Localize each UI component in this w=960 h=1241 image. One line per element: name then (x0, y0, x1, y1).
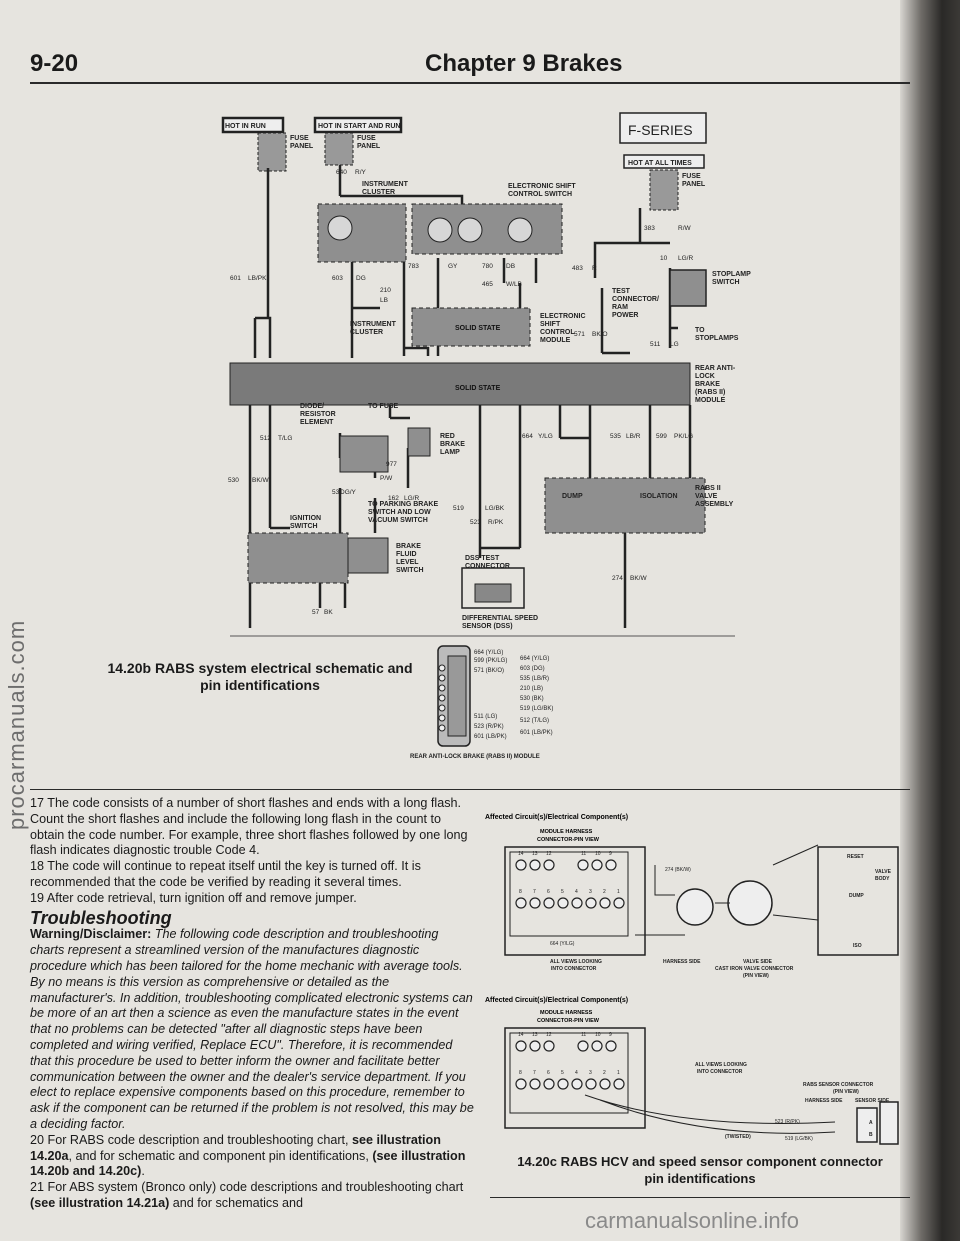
svg-text:523 (R/PK): 523 (R/PK) (474, 724, 504, 730)
figure-caption-14-20c: 14.20c RABS HCV and speed sensor component connector pin identifications (517, 1154, 883, 1186)
svg-text:ISOLATION: ISOLATION (640, 493, 678, 500)
svg-text:10: 10 (595, 851, 601, 857)
svg-text:ASSEMBLY: ASSEMBLY (695, 501, 734, 508)
svg-text:INTO CONNECTOR: INTO CONNECTOR (697, 1069, 743, 1075)
svg-text:511: 511 (650, 341, 661, 348)
svg-text:530: 530 (228, 477, 239, 484)
chapter-title: Chapter 9 Brakes (425, 50, 623, 77)
svg-text:10: 10 (660, 255, 668, 262)
svg-text:3: 3 (589, 889, 592, 895)
svg-text:601 (LB/PK): 601 (LB/PK) (474, 734, 507, 740)
svg-text:DG: DG (356, 275, 366, 282)
svg-text:INSTRUMENT: INSTRUMENT (350, 321, 396, 328)
svg-text:599: 599 (656, 433, 667, 440)
svg-text:274: 274 (612, 575, 623, 582)
svg-text:519: 519 (453, 505, 464, 512)
svg-text:SWITCH: SWITCH (712, 279, 740, 286)
svg-text:F-SERIES: F-SERIES (628, 122, 693, 138)
svg-text:SENSOR SIDE: SENSOR SIDE (855, 1098, 890, 1104)
svg-text:RAM: RAM (612, 304, 628, 311)
svg-text:TO: TO (695, 327, 705, 334)
svg-text:BK/W: BK/W (630, 575, 647, 582)
paragraph-20: 20 For RABS code description and troubleshooting chart, see illustration 14.20a, and for schematic and component pin identifications, (see illustration 14.20b and 14.20c). (30, 1132, 466, 1179)
svg-text:LEVEL: LEVEL (396, 559, 419, 566)
svg-text:1: 1 (617, 1070, 620, 1076)
footer-watermark: carmanualsonline.info (585, 1208, 800, 1233)
svg-text:PANEL: PANEL (682, 181, 706, 188)
svg-text:ELECTRONIC: ELECTRONIC (540, 313, 586, 320)
svg-text:DUMP: DUMP (562, 493, 583, 500)
svg-text:SWITCH: SWITCH (396, 567, 424, 574)
speed-sensor-connector-diagram (485, 990, 900, 1145)
body-text-column (30, 796, 474, 1212)
svg-text:CLUSTER: CLUSTER (350, 329, 384, 336)
svg-text:R/Y: R/Y (355, 169, 366, 176)
svg-text:CONTROL: CONTROL (540, 329, 575, 336)
svg-text:664: 664 (522, 433, 533, 440)
svg-text:IGNITION: IGNITION (290, 515, 322, 522)
warning-paragraph: Warning/Disclaimer: The following code description and troubleshooting charts represent a streamlined version of the manufactures diagnostic procedure which has been tailored for the home mechanic with average tools. By no means is this version as comprehensive or detailed as the manufacturer's. In addition, troubleshooting complicated electronic systems can be more of an art then a science as even the manufacture states in the event that no problems can be detected "after all diagnostic steps have been completed and wiring verified, Replace ECU". Therefore, it is recommended that this procedure be used to better inform the owner and facilitate better communication between the owner and the dealer's service department. If you elect to replace expensive components based on this procedure, remember to ask if the component can be returned if the problem is not resolved, this may be a deciding factor. (30, 927, 474, 1131)
svg-text:FUSE: FUSE (290, 135, 309, 142)
paragraph-17: 17 The code consists of a number of short flashes and ends with a long flash. Count the short flashes and include the following long flash in the count to obtain the code number. For example, three short flashes followed by one long flash indicates diagnostic trouble Code 4. (30, 796, 468, 858)
svg-text:ALL VIEWS LOOKING: ALL VIEWS LOOKING (550, 959, 602, 965)
svg-text:RABS II: RABS II (695, 485, 721, 492)
svg-text:DIFFERENTIAL SPEED: DIFFERENTIAL SPEED (462, 615, 539, 622)
svg-text:13: 13 (532, 851, 538, 857)
svg-text:B: B (869, 1132, 873, 1138)
svg-text:GY: GY (448, 263, 458, 270)
svg-text:571: 571 (574, 331, 585, 338)
paragraph-18: 18 The code will continue to repeat itself until the key is turned off. It is recommended that the code be verified by reading it several times. (30, 859, 421, 889)
svg-text:REAR ANTI-LOCK BRAKE (RABS II): REAR ANTI-LOCK BRAKE (RABS II) MODULE (410, 754, 540, 760)
footer-rule (490, 1197, 910, 1198)
svg-text:SWITCH: SWITCH (290, 523, 318, 530)
svg-text:3: 3 (589, 1070, 592, 1076)
svg-text:P/W: P/W (380, 475, 393, 482)
svg-text:483: 483 (572, 265, 583, 272)
svg-text:TO FUSE: TO FUSE (368, 403, 399, 410)
svg-text:VACUUM SWITCH: VACUUM SWITCH (368, 517, 428, 524)
svg-text:TEST: TEST (612, 288, 630, 295)
svg-text:LG: LG (670, 341, 679, 348)
svg-text:INSTRUMENT: INSTRUMENT (362, 181, 408, 188)
svg-text:519 (LG/BK): 519 (LG/BK) (785, 1136, 813, 1142)
svg-text:HARNESS SIDE: HARNESS SIDE (805, 1098, 843, 1104)
svg-text:2: 2 (603, 1070, 606, 1076)
rabs-module-connector-diagram (410, 638, 610, 763)
svg-text:SWITCH AND LOW: SWITCH AND LOW (368, 509, 431, 516)
svg-text:(RABS II): (RABS II) (695, 389, 726, 396)
svg-text:664 (Y/LG): 664 (Y/LG) (520, 656, 550, 662)
svg-text:CAST IRON VALVE CONNECTOR: CAST IRON VALVE CONNECTOR (715, 966, 794, 972)
svg-text:BK/O: BK/O (592, 331, 608, 338)
svg-text:SENSOR (DSS): SENSOR (DSS) (462, 623, 513, 630)
svg-text:LAMP: LAMP (440, 449, 460, 456)
svg-text:SOLID STATE: SOLID STATE (455, 385, 501, 392)
svg-text:9: 9 (609, 1032, 612, 1038)
svg-text:210 (LB): 210 (LB) (520, 686, 544, 692)
svg-text:383: 383 (644, 225, 655, 232)
svg-text:783: 783 (408, 263, 419, 270)
page-binding-shadow (900, 0, 960, 1241)
svg-text:Affected Circuit(s)/Electrical: Affected Circuit(s)/Electrical Component(s) (485, 997, 629, 1004)
page-number: 9-20 (30, 50, 79, 77)
svg-text:Y/LG: Y/LG (538, 433, 553, 440)
svg-text:MODULE: MODULE (540, 337, 571, 344)
svg-text:664 (Y/LG): 664 (Y/LG) (474, 650, 504, 656)
svg-text:LOCK: LOCK (695, 373, 715, 380)
svg-text:LG/R: LG/R (678, 255, 694, 262)
svg-text:523 (R/PK): 523 (R/PK) (775, 1119, 800, 1125)
svg-text:512 (T/LG): 512 (T/LG) (520, 718, 550, 724)
svg-text:REAR ANTI-: REAR ANTI- (695, 365, 736, 372)
svg-text:HARNESS SIDE: HARNESS SIDE (663, 959, 701, 965)
svg-text:(PIN VIEW): (PIN VIEW) (833, 1089, 859, 1095)
svg-text:BODY: BODY (875, 876, 890, 882)
svg-text:210: 210 (380, 287, 391, 294)
svg-text:6: 6 (547, 1070, 550, 1076)
side-watermark: procarmanuals.com (4, 619, 29, 830)
svg-text:5: 5 (561, 1070, 564, 1076)
svg-text:603: 603 (332, 275, 343, 282)
svg-text:DG/Y: DG/Y (340, 489, 356, 496)
svg-text:LB: LB (380, 297, 388, 304)
svg-text:519 (LG/BK): 519 (LG/BK) (520, 706, 554, 712)
svg-text:FUSE: FUSE (357, 135, 376, 142)
svg-text:FUSE: FUSE (682, 173, 701, 180)
svg-text:DIODE/: DIODE/ (300, 403, 325, 410)
svg-text:6: 6 (547, 889, 550, 895)
section-rule (30, 789, 910, 790)
svg-text:4: 4 (575, 1070, 578, 1076)
svg-text:ALL VIEWS LOOKING: ALL VIEWS LOOKING (695, 1062, 747, 1068)
svg-text:CONTROL SWITCH: CONTROL SWITCH (508, 191, 573, 198)
svg-text:R/PK: R/PK (488, 519, 504, 526)
svg-text:CLUSTER: CLUSTER (362, 189, 396, 196)
svg-text:DB: DB (506, 263, 516, 270)
svg-text:HOT IN RUN: HOT IN RUN (225, 123, 266, 130)
svg-text:511 (LG): 511 (LG) (474, 714, 498, 720)
svg-text:(TWISTED): (TWISTED) (725, 1134, 751, 1140)
svg-text:VALVE SIDE: VALVE SIDE (743, 959, 772, 965)
svg-text:4: 4 (575, 889, 578, 895)
svg-text:Affected Circuit(s)/Electrical: Affected Circuit(s)/Electrical Component(s) (485, 814, 629, 821)
svg-text:1: 1 (617, 889, 620, 895)
svg-text:STOPLAMP: STOPLAMP (712, 271, 751, 278)
svg-text:R/W: R/W (678, 225, 691, 232)
svg-text:CONNECTOR/: CONNECTOR/ (612, 296, 659, 303)
svg-text:TO PARKING BRAKE: TO PARKING BRAKE (368, 501, 439, 508)
svg-text:POWER: POWER (612, 312, 639, 319)
paragraph-19: 19 After code retrieval, turn ignition off and remove jumper. (30, 890, 357, 905)
svg-text:7: 7 (533, 1070, 536, 1076)
svg-text:512: 512 (260, 435, 271, 442)
svg-text:MODULE HARNESS: MODULE HARNESS (540, 1010, 593, 1016)
svg-text:8: 8 (519, 889, 522, 895)
svg-text:9: 9 (609, 851, 612, 857)
svg-text:7: 7 (533, 889, 536, 895)
svg-text:780: 780 (482, 263, 493, 270)
svg-text:601 (LB/PK): 601 (LB/PK) (520, 730, 553, 736)
svg-text:LG/BK: LG/BK (485, 505, 505, 512)
svg-text:2: 2 (603, 889, 606, 895)
svg-text:STOPLAMPS: STOPLAMPS (695, 335, 739, 342)
svg-text:DSS TEST: DSS TEST (465, 555, 500, 562)
svg-text:VALVE: VALVE (875, 869, 891, 875)
svg-text:CONNECTOR-PIN VIEW: CONNECTOR-PIN VIEW (537, 837, 599, 843)
svg-text:SHIFT: SHIFT (540, 321, 561, 328)
svg-text:HOT AT ALL TIMES: HOT AT ALL TIMES (628, 160, 692, 167)
svg-text:530 (BK): 530 (BK) (520, 696, 544, 702)
svg-text:PANEL: PANEL (357, 143, 381, 150)
rabs-schematic (200, 108, 760, 648)
svg-text:BRAKE: BRAKE (440, 441, 465, 448)
svg-text:LG/R: LG/R (404, 495, 420, 502)
svg-text:ISO: ISO (853, 943, 862, 949)
hcv-connector-diagram (485, 805, 900, 990)
svg-text:MODULE: MODULE (695, 397, 726, 404)
page-header (30, 50, 910, 82)
svg-text:MODULE HARNESS: MODULE HARNESS (540, 829, 593, 835)
svg-text:5: 5 (561, 889, 564, 895)
svg-text:531: 531 (332, 489, 343, 496)
svg-text:R: R (592, 265, 597, 272)
svg-text:10: 10 (595, 1032, 601, 1038)
svg-text:640: 640 (336, 169, 347, 176)
svg-text:ELEMENT: ELEMENT (300, 419, 334, 426)
svg-text:11: 11 (581, 1032, 587, 1038)
svg-text:FLUID: FLUID (396, 551, 417, 558)
svg-text:LB/PK: LB/PK (248, 275, 267, 282)
svg-text:CONNECTOR-PIN VIEW: CONNECTOR-PIN VIEW (537, 1018, 599, 1024)
svg-text:571 (BK/O): 571 (BK/O) (474, 668, 505, 674)
svg-text:SOLID STATE: SOLID STATE (455, 325, 501, 332)
paragraph-21: 21 For ABS system (Bronco only) code descriptions and troubleshooting chart (see illustration 14.21a) and for schematics and (30, 1180, 464, 1210)
svg-text:274 (BK/W): 274 (BK/W) (665, 867, 691, 873)
svg-text:CONNECTOR: CONNECTOR (465, 563, 510, 570)
svg-text:W/LB: W/LB (506, 281, 522, 288)
svg-text:LB/R: LB/R (626, 433, 641, 440)
svg-text:T/LG: T/LG (278, 435, 293, 442)
header-rule (30, 82, 910, 84)
svg-text:ELECTRONIC SHIFT: ELECTRONIC SHIFT (508, 183, 576, 190)
section-heading: Troubleshooting (30, 907, 172, 928)
svg-text:603 (DG): 603 (DG) (520, 666, 545, 672)
svg-text:RABS SENSOR CONNECTOR: RABS SENSOR CONNECTOR (803, 1082, 874, 1088)
svg-text:INTO CONNECTOR: INTO CONNECTOR (551, 966, 597, 972)
svg-text:601: 601 (230, 275, 241, 282)
svg-text:RESET: RESET (847, 854, 864, 860)
svg-text:VALVE: VALVE (695, 493, 718, 500)
svg-text:14: 14 (518, 851, 524, 857)
svg-text:599 (PK/LG): 599 (PK/LG) (474, 658, 508, 664)
svg-text:13: 13 (532, 1032, 538, 1038)
svg-text:BRAKE: BRAKE (396, 543, 421, 550)
svg-text:8: 8 (519, 1070, 522, 1076)
svg-text:DUMP: DUMP (849, 893, 864, 899)
svg-text:RED: RED (440, 433, 455, 440)
svg-text:14: 14 (518, 1032, 524, 1038)
svg-text:BRAKE: BRAKE (695, 381, 720, 388)
svg-text:523: 523 (470, 519, 481, 526)
svg-text:PK/LG: PK/LG (674, 433, 694, 440)
svg-text:11: 11 (581, 851, 587, 857)
svg-text:535 (LB/R): 535 (LB/R) (520, 676, 550, 682)
svg-text:(PIN VIEW): (PIN VIEW) (743, 973, 769, 979)
svg-text:PANEL: PANEL (290, 143, 314, 150)
svg-text:12: 12 (546, 1032, 552, 1038)
svg-text:162: 162 (388, 495, 399, 502)
svg-text:664 (Y/LG): 664 (Y/LG) (550, 941, 575, 947)
svg-text:977: 977 (386, 461, 397, 468)
svg-text:BK: BK (324, 609, 333, 616)
svg-text:535: 535 (610, 433, 621, 440)
svg-text:12: 12 (546, 851, 552, 857)
svg-text:RESISTOR: RESISTOR (300, 411, 336, 418)
svg-text:57: 57 (312, 609, 320, 616)
svg-text:BK/W: BK/W (252, 477, 269, 484)
svg-text:465: 465 (482, 281, 493, 288)
figure-caption-14-20b: 14.20b RABS system electrical schematic and pin identifications (107, 660, 413, 693)
svg-text:HOT IN START AND RUN: HOT IN START AND RUN (318, 123, 401, 130)
svg-text:A: A (869, 1120, 873, 1126)
